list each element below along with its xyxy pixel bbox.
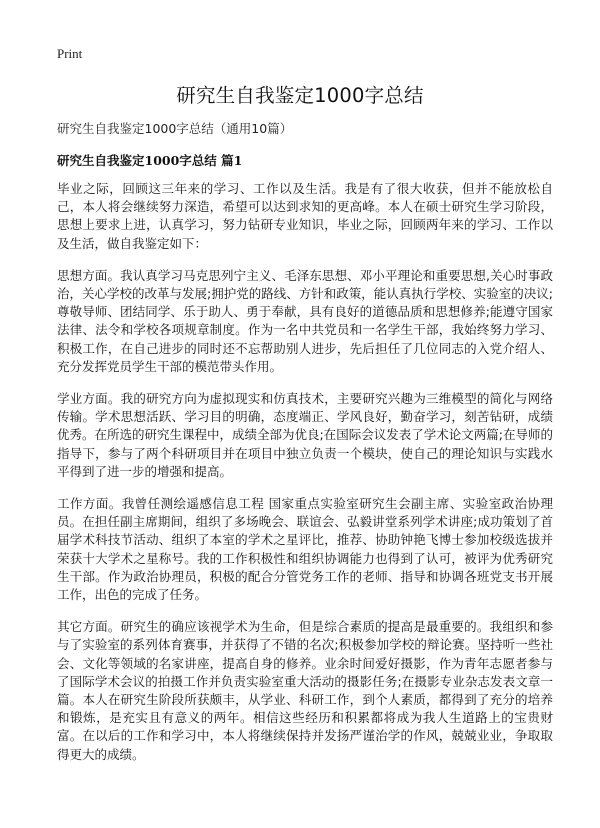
paragraph-work: 工作方面。我曾任测绘遥感信息工程 国家重点实验室研究生会副主席、实验室政治协理员。在担任副主席期间，组织了多场晚会、联谊会、弘毅讲堂系列学术讲座;成功策划了首届学术科技节活动、组织了本室的学术之星评比，推荐、协助钟艳飞博士参加校级选拔并荣获十大学术之星称号。我的工作积极性和组织协调能力也得到了认可，被评为优秀研究生干部。作为政治协理员，积极的配合分管党务工作的老师、指导和协调各班党支书开展工作，出色的完成了任务。	[57, 496, 553, 603]
document-body	[57, 180, 553, 778]
document-subtitle: 研究生自我鉴定1000字总结（通用10篇）	[57, 121, 293, 136]
document-title: 研究生自我鉴定1000字总结	[176, 84, 424, 107]
paragraph-other: 其它方面。研究生的确应该视学术为生命，但是综合素质的提高是最重要的。我组织和参与了实验室的系列体育赛事，并获得了不错的名次;积极参加学校的辩论赛。坚持听一些社会、文化等领域的名家讲座，提高自身的修养。业余时间爱好摄影，作为青年志愿者参与了国际学术会议的拍摄工作并负责实验室重大活动的摄影任务;在摄影专业杂志发表文章一篇。本人在研究生阶段所获颇丰，从学业、科研工作，到个人素质，都得到了充分的培养和锻炼，是充实且有意义的两年。相信这些经历和积累都将成为我人生道路上的宝贵财富。在以后的工作和学习中，本人将继续保持并发扬严谨治学的作风，兢兢业业，争取取得更大的成绩。	[57, 619, 553, 762]
paragraph-intro: 毕业之际，回顾这三年来的学习、工作以及生活。我是有了很大收获，但并不能放松自己，本人将会继续努力深造，希望可以达到求知的更高峰。本人在硕士研究生学习阶段，思想上要求上进，认真学习，努力钻研专业知识，毕业之际，回顾两年来的学习、工作以及生活，做自我鉴定如下：	[57, 181, 553, 251]
paragraph-academics: 学业方面。我的研究方向为虚拟现实和仿真技术，主要研究兴趣为三维模型的简化与网络传输。学术思想活跃、学习目的明确，态度端正、学风良好，勤奋学习，刻苦钻研，成绩优秀。在所选的研究生课程中，成绩全部为优良;在国际会议发表了学术论文两篇;在导师的指导下，参与了两个科研项目并在项目中独立负责一个模块，使自己的理论知识与实践水平得到了进一步的增强和提高。	[57, 391, 553, 479]
paragraph-ideology: 思想方面。我认真学习马克思列宁主义、毛泽东思想、邓小平理论和重要思想,关心时事政治，关心学校的改革与发展;拥护党的路线、方针和政策，能认真执行学校、实验室的决议;尊敬导师、团结同学、乐于助人、勇于奉献，具有良好的道德品质和思想修养;能遵守国家法律、法令和学校各项规章制度。作为一名中共党员和一名学生干部，我始终努力学习、积极工作，在自己进步的同时还不忘帮助别人进步，先后担任了几位同志的入党介绍人、充分发挥党员学生干部的模范带头作用。	[57, 267, 553, 374]
section-heading: 研究生自我鉴定1000字总结 篇1	[57, 153, 243, 168]
print-label[interactable]: Print	[57, 46, 83, 61]
